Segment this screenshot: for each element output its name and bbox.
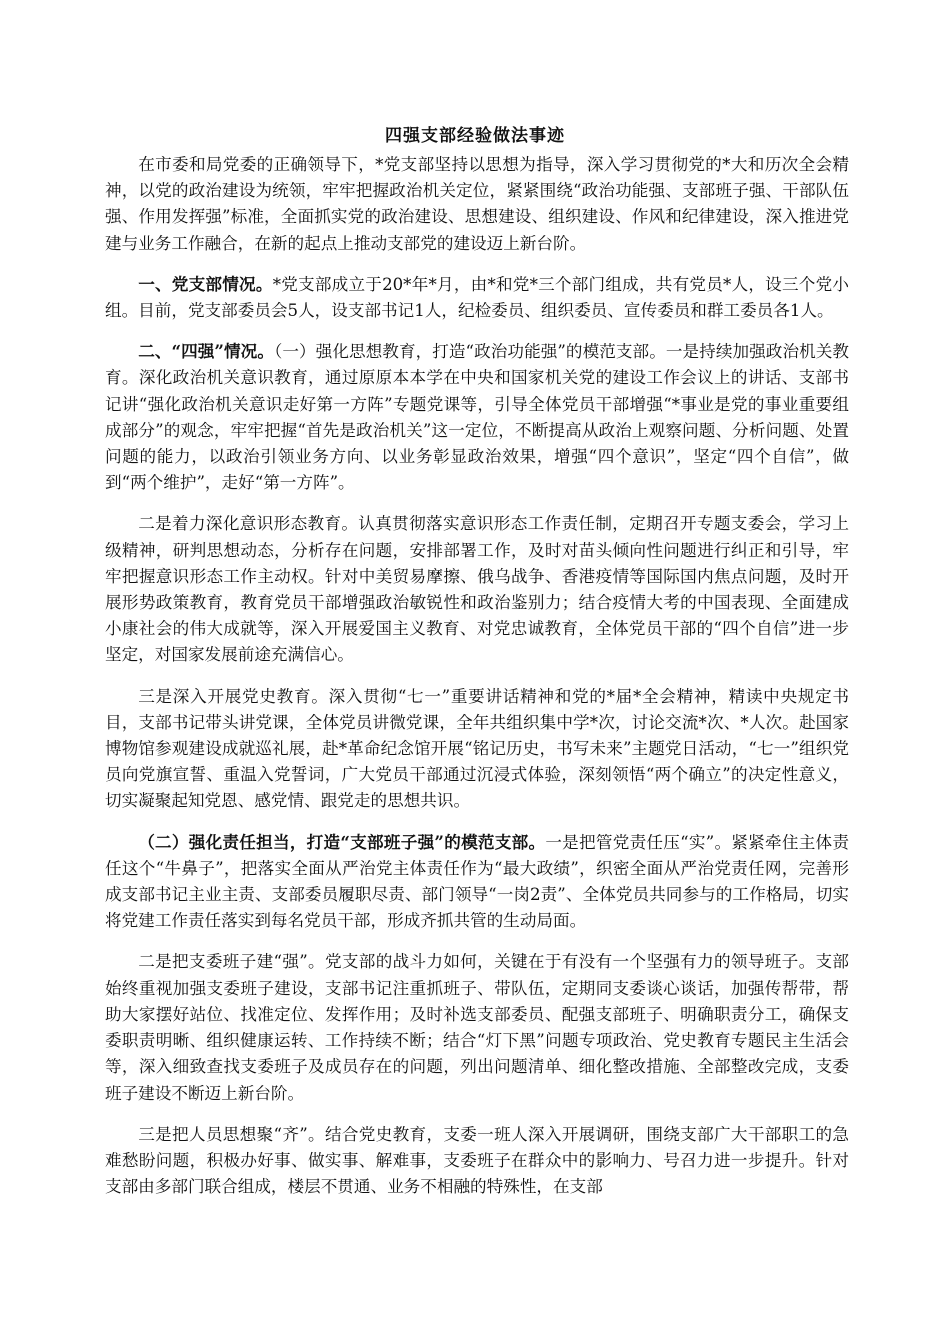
- paragraph-committee: 二是把支委班子建“强”。党支部的战斗力如何，关键在于有没有一个坚强有力的领导班子。支部始终重视加强支委班子建设，支部书记注重抓班子、带队伍，定期同支委谈心谈话，加强传帮带，帮助大家摆好站位、找准定位、发挥作用；及时补选支部委员、配强支部班子、明确职责分工，确保支委职责明晰、组织健康运转、工作持续不断；结合“灯下黑”问题专项政治、党史教育专题民主生活会等，深入细致查找支委班子及成员存在的问题，列出问题清单、细化整改措施、全部整改完成，支委班子建设不断迈上新台阶。: [105, 952, 849, 1103]
- document-title: 四强支部经验做法事迹: [385, 126, 565, 146]
- paragraph-party-history: 三是深入开展党史教育。深入贯彻“七一”重要讲话精神和党的*届*全会精神，精读中央规定书目，支部书记带头讲党课，全体党员讲微党课，全年共组织集中学*次，讨论交流*次、*人次。赴国家博物馆参观建设成就巡礼展，赴*革命纪念馆开展“铭记历史，书写未来”主题党日活动，“七一”组织党员向党旗宣誓、重温入党誓词，广大党员干部通过沉浸式体验，深刻领悟“两个确立”的决定性意义，切实凝聚起知党恩、感党情、跟党走的思想共识。: [105, 686, 849, 811]
- section-heading: （二）强化责任担当，打造“支部班子强”的模范支部。: [138, 831, 546, 852]
- paragraph-intro: 在市委和局党委的正确领导下，*党支部坚持以思想为指导，深入学习贯彻党的*大和历次全会精神，以党的政治建设为统领，牢牢把握政治机关定位，紧紧围绕“政治功能强、支部班子强、干部队伍强、作用发挥强”标准，全面抓实党的政治建设、思想建设、组织建设、作风和纪律建设，深入推进党建与业务工作融合，在新的起点上推动支部党的建设迈上新台阶。: [105, 155, 849, 253]
- section-heading: 一、党支部情况。: [138, 273, 273, 294]
- paragraph-branch-overview: 一、党支部情况。*党支部成立于20*年*月，由*和党*三个部门组成，共有党员*人，设三个党小组。目前，党支部委员会5人，设支部书记1人，纪检委员、组织委员、宣传委员和群工委员各1人。: [105, 273, 849, 321]
- paragraph-ideology: 二是着力深化意识形态教育。认真贯彻落实意识形态工作责任制，定期召开专题支委会，学习上级精神，研判思想动态，分析存在问题，安排部署工作，及时对苗头倾向性问题进行纠正和引导，牢牢把握意识形态工作主动权。针对中美贸易摩擦、俄乌战争、香港疫情等国际国内焦点问题，及时开展形势政策教育，教育党员干部增强政治敏锐性和政治鉴别力；结合疫情大考的中国表现、全面建成小康社会的伟大成就等，深入开展爱国主义教育、对党忠诚教育，全体党员干部的“四个自信”进一步坚定，对国家发展前途充满信心。: [105, 514, 849, 665]
- section-heading: 二、“四强”情况。: [138, 341, 274, 362]
- document-body: [105, 151, 849, 1203]
- paragraph-staff-thinking: 三是把人员思想聚“齐”。结合党史教育，支委一班人深入开展调研，围绕支部广大干部职工的急难愁盼问题，积极办好事、做实事、解难事，支委班子在群众中的影响力、号召力进一步提升。针对支部由多部门联合组成，楼层不贯通、业务不相融的特殊性，在支部: [105, 1124, 849, 1197]
- paragraph-four-strong: 二、“四强”情况。（一）强化思想教育，打造“政治功能强”的模范支部。一是持续加强政治机关教育。深化政治机关意识教育，通过原原本本学在中央和国家机关党的建设工作会议上的讲话、支部书记讲“强化政治机关意识走好第一方阵”专题党课等，引导全体党员干部增强“*事业是党的事业重要组成部分”的观念，牢牢把握“首先是政治机关”这一定位，不断提高从政治上观察问题、分析问题、处置问题的能力，以政治引领业务方向、以业务彰显政治效果，增强“四个意识”，坚定“四个自信”，做到“两个维护”，走好“第一方阵”。: [105, 341, 850, 493]
- paragraph-responsibility: （二）强化责任担当，打造“支部班子强”的模范支部。一是把管党责任压“实”。紧紧牵住主体责任这个“牛鼻子”，把落实全面从严治党主体责任作为“最大政绩”，织密全面从严治党责任网，完善形成支部书记主业主责、支部委员履职尽责、部门领导“一岗2责”、全体党员共同参与的工作格局，切实将党建工作责任落实到每名党员干部，形成齐抓共管的生动局面。: [105, 831, 849, 931]
